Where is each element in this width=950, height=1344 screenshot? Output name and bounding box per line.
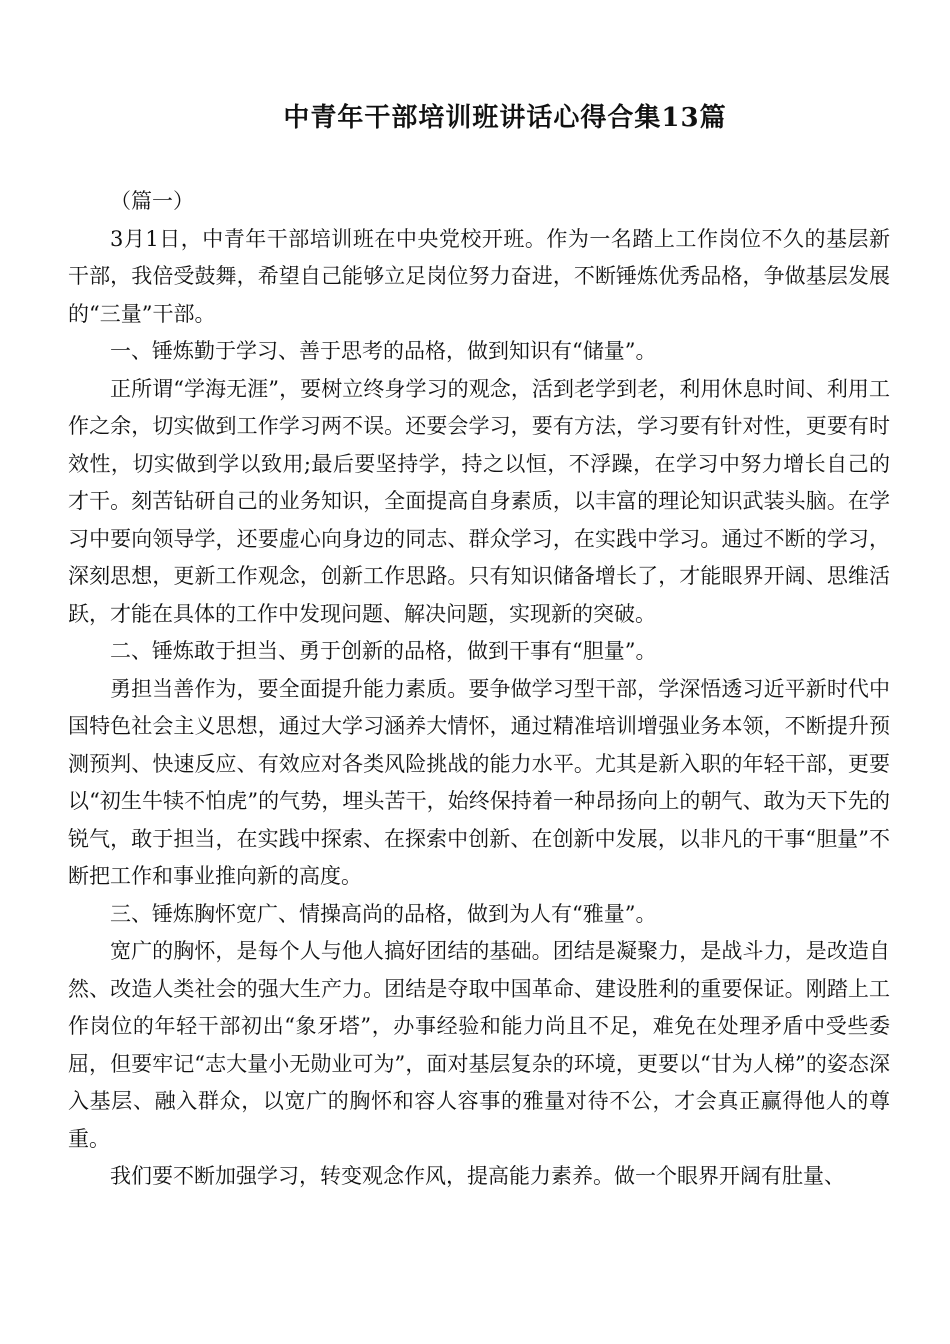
document-body: [68, 183, 890, 1196]
paragraph-courage: 勇担当善作为，要全面提升能力素质。要争做学习型干部，学深悟透习近平新时代中国特色社会主义思想，通过大学习涵养大情怀，通过精准培训增强业务本领，不断提升预测预判、快速反应、有效应对各类风险挑战的能力水平。尤其是新入职的年轻干部，更要以“初生牛犊不怕虎”的气势，埋头苦干，始终保持着一种昂扬向上的朝气、敢为天下先的锐气，敢于担当，在实践中探索、在探索中创新、在创新中发展，以非凡的干事“胆量”不断把工作和事业推向新的高度。: [68, 676, 890, 888]
document-title: 中青年干部培训班讲话心得合集13篇: [283, 103, 727, 133]
paragraph-study: 正所谓“学海无涯”，要树立终身学习的观念，活到老学到老，利用休息时间、利用工作之余，切实做到工作学习两不误。还要会学习，要有方法，学习要有针对性，更要有时效性，切实做到学以致用;最后要坚持学，持之以恒，不浮躁，在学习中努力增长自己的才干。刻苦钻研自己的业务知识，全面提高自身素质，以丰富的理论知识武装头脑。在学习中要向领导学，还要虚心向身边的同志、群众学习，在实践中学习。通过不断的学习，深刻思想，更新工作观念，创新工作思路。只有知识储备增长了，才能眼界开阔、思维活跃，才能在具体的工作中发现问题、解决问题，实现新的突破。: [68, 376, 890, 626]
paragraph-section-label: （篇一）: [110, 189, 194, 213]
paragraph-magnanimity: 宽广的胸怀，是每个人与他人搞好团结的基础。团结是凝聚力，是战斗力，是改造自然、改造人类社会的强大生产力。团结是夺取中国革命、建设胜利的重要保证。刚踏上工作岗位的年轻干部初出“象牙塔”，办事经验和能力尚且不足，难免在处理矛盾中受些委屈，但要牢记“志大量小无勋业可为”，面对基层复杂的环境，更要以“甘为人梯”的姿态深入基层、融入群众，以宽广的胸怀和容人容事的雅量对待不公，才会真正赢得他人的尊重。: [68, 939, 890, 1151]
paragraph-heading-3: 三、锤炼胸怀宽广、情操高尚的品格，做到为人有“雅量”。: [110, 901, 657, 926]
paragraph-intro: 3月1日，中青年干部培训班在中央党校开班。作为一名踏上工作岗位不久的基层新干部，我倍受鼓舞，希望自己能够立足岗位努力奋进，不断锤炼优秀品格，争做基层发展的“三量”干部。: [68, 226, 890, 326]
paragraph-heading-2: 二、锤炼敢于担当、勇于创新的品格，做到干事有“胆量”。: [110, 639, 657, 663]
paragraph-heading-1: 一、锤炼勤于学习、善于思考的品格，做到知识有“储量”。: [110, 339, 657, 363]
paragraph-closing: 我们要不断加强学习，转变观念作风，提高能力素养。做一个眼界开阔有肚量、: [110, 1164, 845, 1188]
